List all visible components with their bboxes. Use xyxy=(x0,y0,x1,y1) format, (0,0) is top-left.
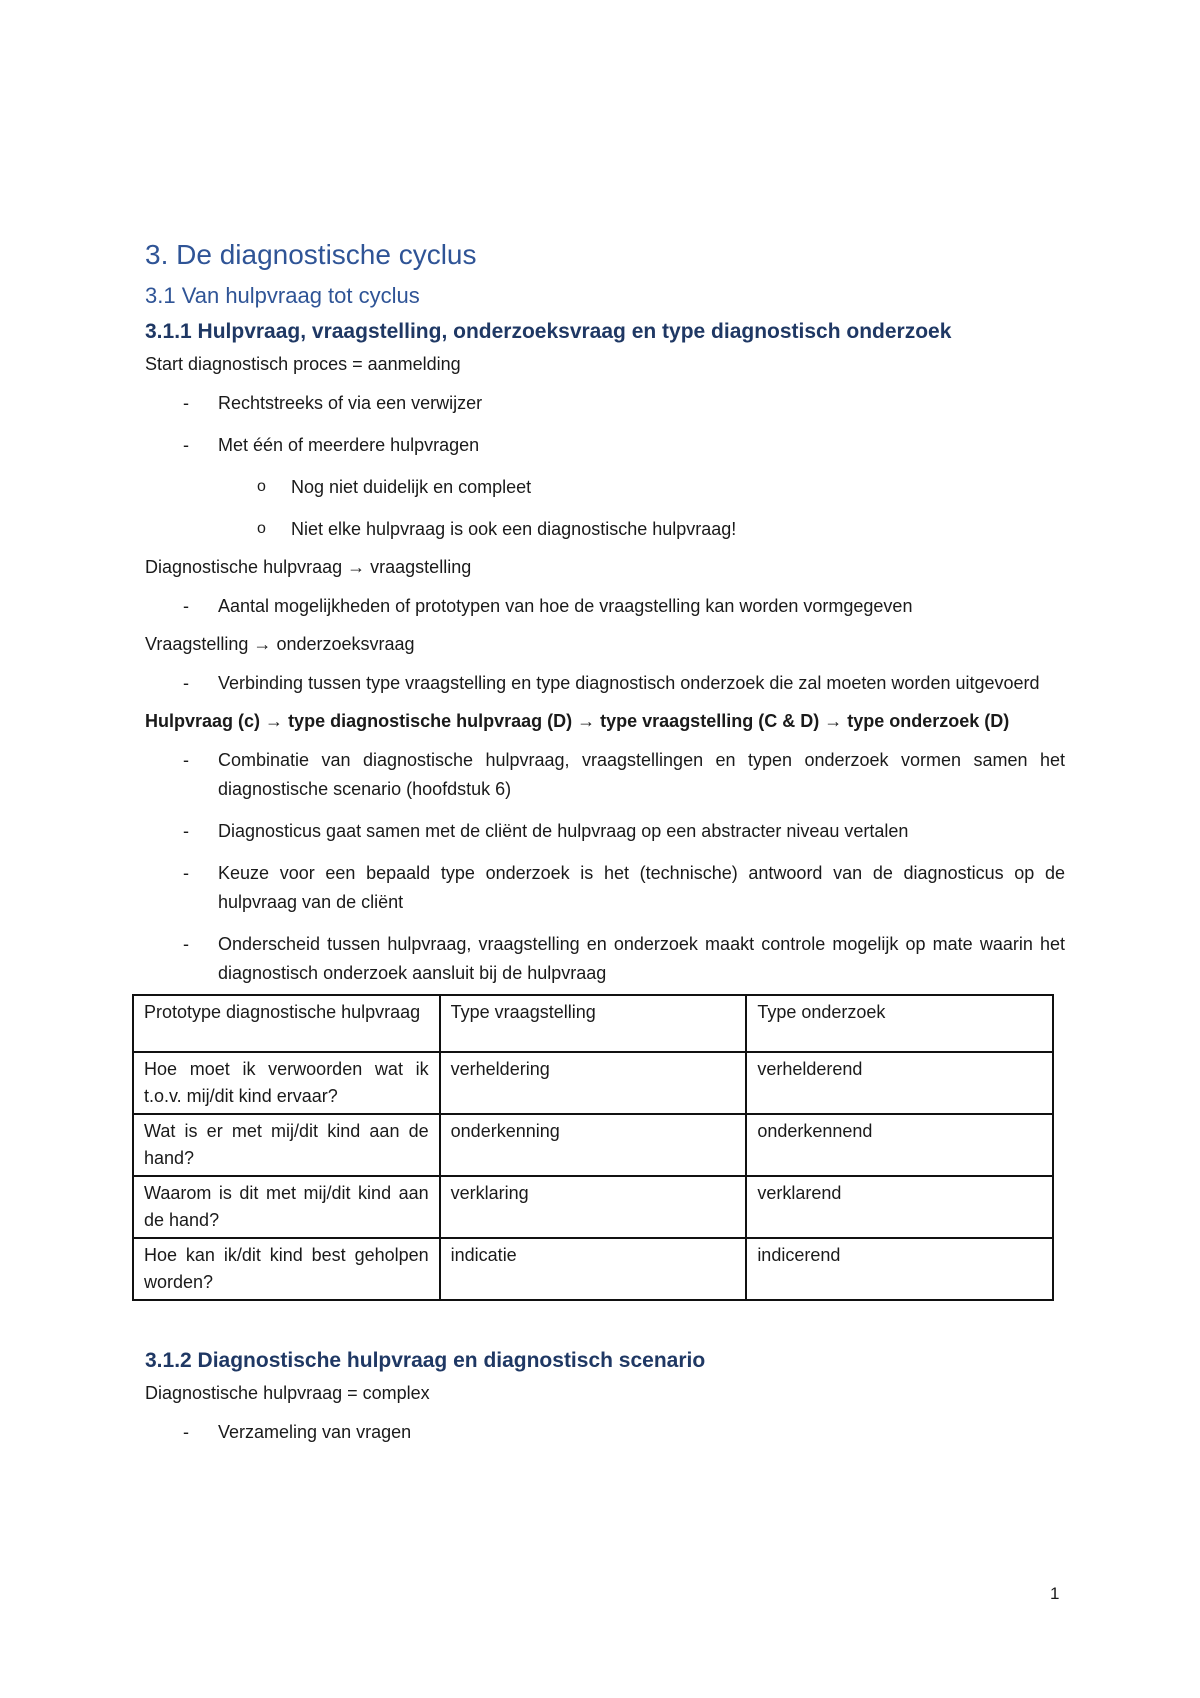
list-item xyxy=(145,930,1065,988)
table-header-row xyxy=(133,995,1053,1052)
table-cell: indicerend xyxy=(746,1238,1053,1300)
list-item-text: Onderscheid tussen hulpvraag, vraagstelling en onderzoek maakt controle mogelijk op mate waarin het diagnostisch onderzoek aansluit bij de hulpvraag xyxy=(218,934,1065,983)
list-complex xyxy=(145,1418,1065,1447)
table-cell: verhelderend xyxy=(746,1052,1053,1114)
table-header-cell: Type vraagstelling xyxy=(440,995,747,1052)
table-cell: onderkenning xyxy=(440,1114,747,1176)
summary-part: type vraagstelling (C & D) xyxy=(600,711,820,731)
right-arrow-icon: → xyxy=(824,711,843,731)
right-arrow-icon: → xyxy=(347,557,366,577)
list-item-text: Aantal mogelijkheden of prototypen van hoe de vraagstelling kan worden vormgegeven xyxy=(218,596,913,616)
table-header-cell: Type onderzoek xyxy=(746,995,1053,1052)
paragraph-complex: Diagnostische hulpvraag = complex xyxy=(145,1383,430,1403)
list-item xyxy=(145,746,1065,804)
list-item-text: Rechtstreeks of via een verwijzer xyxy=(218,393,483,413)
table-row xyxy=(133,1238,1053,1300)
right-arrow-icon: → xyxy=(253,634,272,654)
summary-part: Hulpvraag (c) xyxy=(145,711,261,731)
sub-list-item: o Niet elke hulpvraag is ook een diagnostische hulpvraag! xyxy=(145,515,1065,544)
table-cell: verklarend xyxy=(746,1176,1053,1238)
list-aanmelding xyxy=(145,389,1065,544)
subsection-title: 3.1.2 Diagnostische hulpvraag en diagnostisch scenario xyxy=(145,1349,706,1372)
table-header-cell: Prototype diagnostische hulpvraag xyxy=(133,995,440,1052)
text-left: Diagnostische hulpvraag xyxy=(145,557,343,577)
list-item xyxy=(145,592,1065,621)
table-cell: onderkennend xyxy=(746,1114,1053,1176)
prototype-table xyxy=(132,994,1054,1301)
paragraph-hulpvraag xyxy=(145,553,1065,582)
table-row xyxy=(133,1114,1053,1176)
right-arrow-icon: → xyxy=(265,711,284,731)
list-onderzoeksvraag xyxy=(145,669,1065,698)
spacer xyxy=(145,1301,1065,1347)
list-item-text: Keuze voor een bepaald type onderzoek is het (technische) antwoord van de diagnosticus op de hulpvraag van de cliënt xyxy=(218,863,1065,912)
list-item-text: Diagnosticus gaat samen met de cliënt de hulpvraag op een abstracter niveau vertalen xyxy=(218,821,909,841)
bold-summary-line xyxy=(145,707,1065,736)
table-cell: verheldering xyxy=(440,1052,747,1114)
chapter-title: 3. De diagnostische cyclus xyxy=(145,239,477,270)
right-arrow-icon: → xyxy=(577,711,596,731)
table-row xyxy=(133,1176,1053,1238)
list-item xyxy=(145,1418,1065,1447)
list-item-text: Verbinding tussen type vraagstelling en type diagnostisch onderzoek die zal moeten worden uitgevoerd xyxy=(218,673,1040,693)
summary-part: type onderzoek (D) xyxy=(847,711,1010,731)
table-cell: indicatie xyxy=(440,1238,747,1300)
list-item xyxy=(145,859,1065,917)
subsection-title: 3.1.1 Hulpvraag, vraagstelling, onderzoeksvraag en type diagnostisch onderzoek xyxy=(145,320,952,343)
summary-part: type diagnostische hulpvraag (D) xyxy=(288,711,573,731)
list-item-text: Met één of meerdere hulpvragen xyxy=(218,435,480,455)
list-item xyxy=(145,431,1065,544)
page-content xyxy=(145,238,1065,1460)
paragraph-vraagstelling xyxy=(145,630,1065,659)
table-cell: Hoe kan ik/dit kind best geholpen worden? xyxy=(133,1238,440,1300)
text-left: Vraagstelling xyxy=(145,634,249,654)
table-cell: verklaring xyxy=(440,1176,747,1238)
list-item xyxy=(145,669,1065,698)
page-number: 1 xyxy=(1050,1584,1060,1603)
list-scenario xyxy=(145,746,1065,988)
list-item-text: Combinatie van diagnostische hulpvraag, vraagstellingen en typen onderzoek vormen samen het diagnostische scenario (hoofdstuk 6) xyxy=(218,750,1065,799)
table-cell: Waarom is dit met mij/dit kind aan de hand? xyxy=(133,1176,440,1238)
sub-list-item: o Nog niet duidelijk en compleet xyxy=(145,473,1065,502)
section-title: 3.1 Van hulpvraag tot cyclus xyxy=(145,283,420,308)
text-right: onderzoeksvraag xyxy=(276,634,415,654)
intro-line: Start diagnostisch proces = aanmelding xyxy=(145,354,461,374)
text-right: vraagstelling xyxy=(370,557,472,577)
list-item-text: Verzameling van vragen xyxy=(218,1422,412,1442)
table-cell: Hoe moet ik verwoorden wat ik t.o.v. mij/dit kind ervaar? xyxy=(133,1052,440,1114)
sub-list xyxy=(218,473,1065,544)
table-cell: Wat is er met mij/dit kind aan de hand? xyxy=(133,1114,440,1176)
list-item xyxy=(145,389,1065,418)
list-item xyxy=(145,817,1065,846)
table-row xyxy=(133,1052,1053,1114)
list-vraagstelling xyxy=(145,592,1065,621)
